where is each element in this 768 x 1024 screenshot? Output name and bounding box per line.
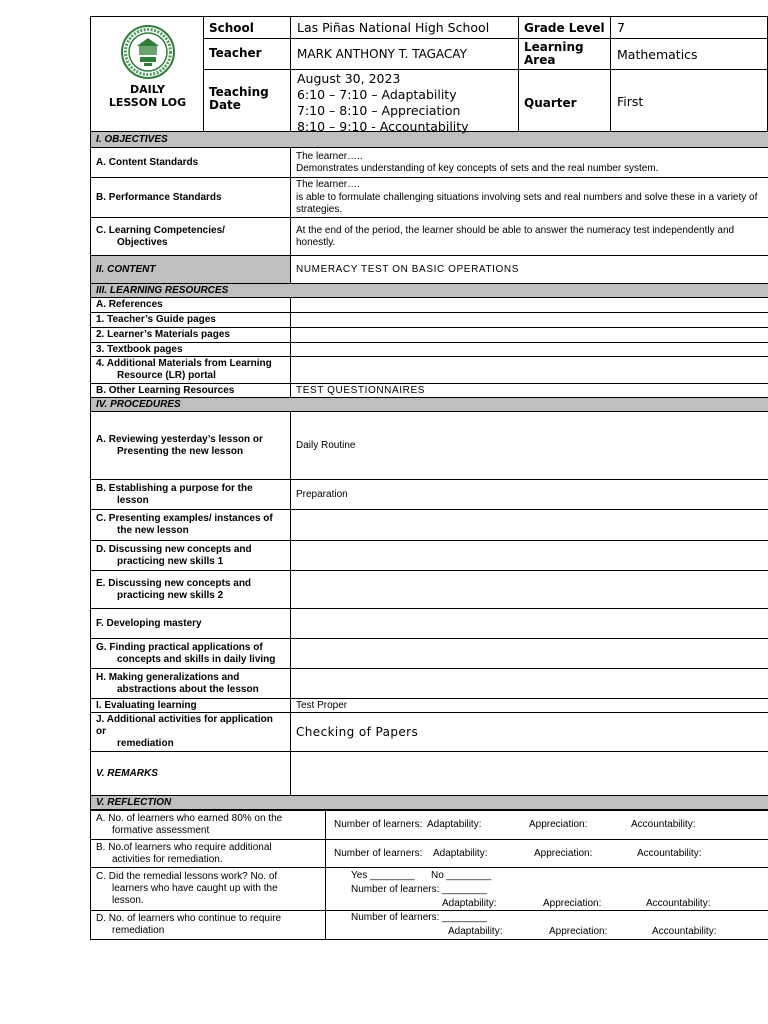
date-line: August 30, 2023 [297, 71, 401, 86]
competencies-line: Objectives [117, 236, 168, 248]
table-row [91, 541, 768, 571]
table-row [91, 328, 768, 343]
empty-cell [291, 571, 768, 609]
empty-cell [291, 609, 768, 639]
reflection-line: A. No. of learners who earned 80% on the [96, 813, 283, 824]
empty-cell [291, 313, 768, 328]
table-row [91, 713, 768, 752]
document-title: DAILY LESSON LOG [108, 83, 187, 109]
area-label: Learning Area [519, 39, 611, 70]
reflection-a-value [326, 811, 768, 840]
table-row [91, 148, 768, 178]
procedure-line: G. Finding practical applications of [96, 641, 263, 653]
table-row [91, 178, 768, 218]
section-row [91, 796, 768, 810]
competencies-line: C. Learning Competencies/ [96, 224, 225, 236]
procedure-line: A. Reviewing yesterday’s lesson or [96, 433, 263, 445]
adaptability-label: Adaptability: [427, 819, 482, 830]
procedure-d-label [91, 541, 291, 571]
procedure-g-label [91, 639, 291, 669]
procedure-line: B. Establishing a purpose for the [96, 482, 253, 494]
additional-line: 4. Additional Materials from Learning [96, 358, 272, 369]
table-row [91, 218, 768, 256]
school-value: Las Piñas National High School [291, 17, 519, 39]
additional-materials-label [91, 357, 291, 384]
section-row [91, 256, 768, 284]
reflection-line: D. No. of learners who continue to require [96, 913, 282, 924]
date-value [291, 70, 519, 132]
reflection-table [90, 810, 768, 940]
count-label: Number of learners: [334, 848, 423, 859]
empty-cell [291, 541, 768, 571]
empty-cell [291, 357, 768, 384]
performance-standards-label: B. Performance Standards [91, 178, 291, 218]
procedure-line: the new lesson [117, 525, 189, 536]
table-row [91, 412, 768, 480]
procedure-line: J. Additional activities for application or [96, 714, 273, 737]
table-row [91, 480, 768, 510]
content-value: NUMERACY TEST ON BASIC OPERATIONS [291, 256, 768, 284]
empty-cell [291, 510, 768, 541]
procedure-b-label [91, 480, 291, 510]
quarter-value: First [611, 70, 768, 132]
procedure-i-value: Test Proper [291, 699, 768, 713]
table-row [91, 911, 768, 940]
schedule-line: 8:10 – 9:10 - Accountability [297, 119, 469, 134]
remarks-value [291, 752, 768, 796]
other-resources-value: TEST QUESTIONNAIRES [291, 384, 768, 398]
table-row [91, 811, 768, 840]
remarks-heading: V. REMARKS [91, 752, 291, 796]
empty-cell [291, 328, 768, 343]
reflection-line: learners who have caught up with the [112, 883, 278, 894]
date-label: Teaching Date [204, 70, 291, 132]
procedure-j-value: Checking of Papers [291, 713, 768, 752]
section-row [91, 398, 768, 412]
grade-label: Grade Level [519, 17, 611, 39]
adaptability-label: Adaptability: [433, 848, 488, 859]
empty-cell [291, 343, 768, 357]
reflection-b-label [91, 840, 326, 868]
no-field: No ________ [431, 870, 492, 881]
table-row [91, 840, 768, 868]
accountability-label: Accountability: [631, 819, 696, 830]
schedule-line: 7:10 – 8:10 – Appreciation [297, 103, 461, 118]
reflection-line: C. Did the remedial lessons work? No. of [96, 871, 278, 882]
procedure-a-value: Daily Routine [291, 412, 768, 480]
procedure-line: practicing new skills 1 [117, 555, 224, 567]
reflection-c-label [91, 868, 326, 911]
content-standards-label: A. Content Standards [91, 148, 291, 178]
competencies-label [91, 218, 291, 256]
schedule-line: 6:10 – 7:10 – Adaptability [297, 87, 457, 102]
appreciation-label: Appreciation: [543, 898, 602, 909]
table-row [91, 343, 768, 357]
procedure-h-label [91, 669, 291, 699]
table-row [91, 298, 768, 313]
quarter-label: Quarter [519, 70, 611, 132]
resources-heading: III. LEARNING RESOURCES [91, 284, 768, 298]
accountability-label: Accountability: [637, 848, 702, 859]
table-row [91, 384, 768, 398]
references-label: A. References [91, 298, 291, 313]
logo-cell [91, 17, 204, 132]
reflection-c-value [326, 868, 768, 911]
yes-field: Yes ________ [351, 870, 415, 881]
grade-value: 7 [611, 17, 768, 39]
content-line: The learner….. [296, 150, 363, 162]
procedure-line: concepts and skills in daily living [117, 653, 276, 665]
reflection-line: remediation [112, 925, 165, 936]
school-seal-icon [121, 25, 175, 79]
adaptability-label: Adaptability: [448, 926, 503, 937]
reflection-line: lesson. [112, 895, 144, 906]
count-label: Number of learners: ________ [351, 912, 487, 923]
reflection-line: formative assessment [112, 825, 210, 836]
procedure-line: remediation [117, 738, 174, 749]
table-row [91, 571, 768, 609]
table-row [91, 639, 768, 669]
appreciation-label: Appreciation: [529, 819, 588, 830]
textbook-label: 3. Textbook pages [91, 343, 291, 357]
empty-cell [291, 298, 768, 313]
appreciation-label: Appreciation: [534, 848, 593, 859]
reflection-d-value [326, 911, 768, 940]
accountability-label: Accountability: [652, 926, 717, 937]
procedure-line: lesson [117, 494, 149, 506]
procedure-f-label: F. Developing mastery [91, 609, 291, 639]
teachers-guide-label: 1. Teacher’s Guide pages [91, 313, 291, 328]
procedure-c-label [91, 510, 291, 541]
reflection-line: B. No.of learners who require additional [96, 841, 272, 853]
learners-materials-label: 2. Learner’s Materials pages [91, 328, 291, 343]
procedure-line: H. Making generalizations and [96, 671, 240, 683]
procedure-line: Presenting the new lesson [117, 445, 244, 457]
objectives-heading: I. OBJECTIVES [91, 132, 768, 148]
procedure-line: C. Presenting examples/ instances of [96, 513, 273, 524]
procedure-line: practicing new skills 2 [117, 589, 224, 601]
other-resources-label: B. Other Learning Resources [91, 384, 291, 398]
procedure-line: abstractions about the lesson [117, 683, 259, 695]
lesson-table [90, 131, 768, 810]
procedure-j-label [91, 713, 291, 752]
header-block [90, 16, 768, 134]
table-row [91, 699, 768, 713]
table-row [91, 868, 768, 911]
section-row [91, 752, 768, 796]
school-label: School [204, 17, 291, 39]
reflection-line: activities for remediation. [112, 853, 223, 865]
procedures-heading: IV. PROCEDURES [91, 398, 768, 412]
procedure-b-value: Preparation [291, 480, 768, 510]
procedure-line: D. Discussing new concepts and [96, 543, 252, 555]
performance-line: The learner…. [296, 179, 360, 190]
procedure-e-label [91, 571, 291, 609]
content-line: Demonstrates understanding of key concepts of sets and the real number system. [296, 162, 659, 174]
section-row [91, 284, 768, 298]
table-row [91, 510, 768, 541]
appreciation-label: Appreciation: [549, 926, 608, 937]
reflection-b-value [326, 840, 768, 868]
area-value: Mathematics [611, 39, 768, 70]
teacher-value: MARK ANTHONY T. TAGACAY [291, 39, 519, 70]
content-heading: II. CONTENT [91, 256, 291, 284]
procedure-i-label: I. Evaluating learning [91, 699, 291, 713]
table-row [91, 669, 768, 699]
reflection-d-label [91, 911, 326, 940]
procedure-line: E. Discussing new concepts and [96, 577, 252, 589]
competencies-value: At the end of the period, the learner should be able to answer the numeracy test independently and honestly. [291, 218, 768, 256]
table-row [91, 313, 768, 328]
procedure-a-label [91, 412, 291, 480]
daily-lesson-log [90, 16, 768, 940]
content-standards-value [291, 148, 768, 178]
empty-cell [291, 639, 768, 669]
count-label: Number of learners: ________ [351, 884, 487, 895]
reflection-heading: V. REFLECTION [91, 796, 768, 810]
accountability-label: Accountability: [646, 898, 711, 909]
adaptability-label: Adaptability: [442, 898, 497, 909]
additional-line: Resource (LR) portal [117, 370, 216, 381]
teacher-label: Teacher [204, 39, 291, 70]
count-label: Number of learners: [334, 819, 423, 830]
table-row [91, 609, 768, 639]
empty-cell [291, 669, 768, 699]
reflection-a-label [91, 811, 326, 840]
performance-standards-value [291, 178, 768, 218]
table-row [91, 357, 768, 384]
performance-line: is able to formulate challenging situations involving sets and real numbers and solve these in a variety of strategies. [296, 192, 758, 215]
